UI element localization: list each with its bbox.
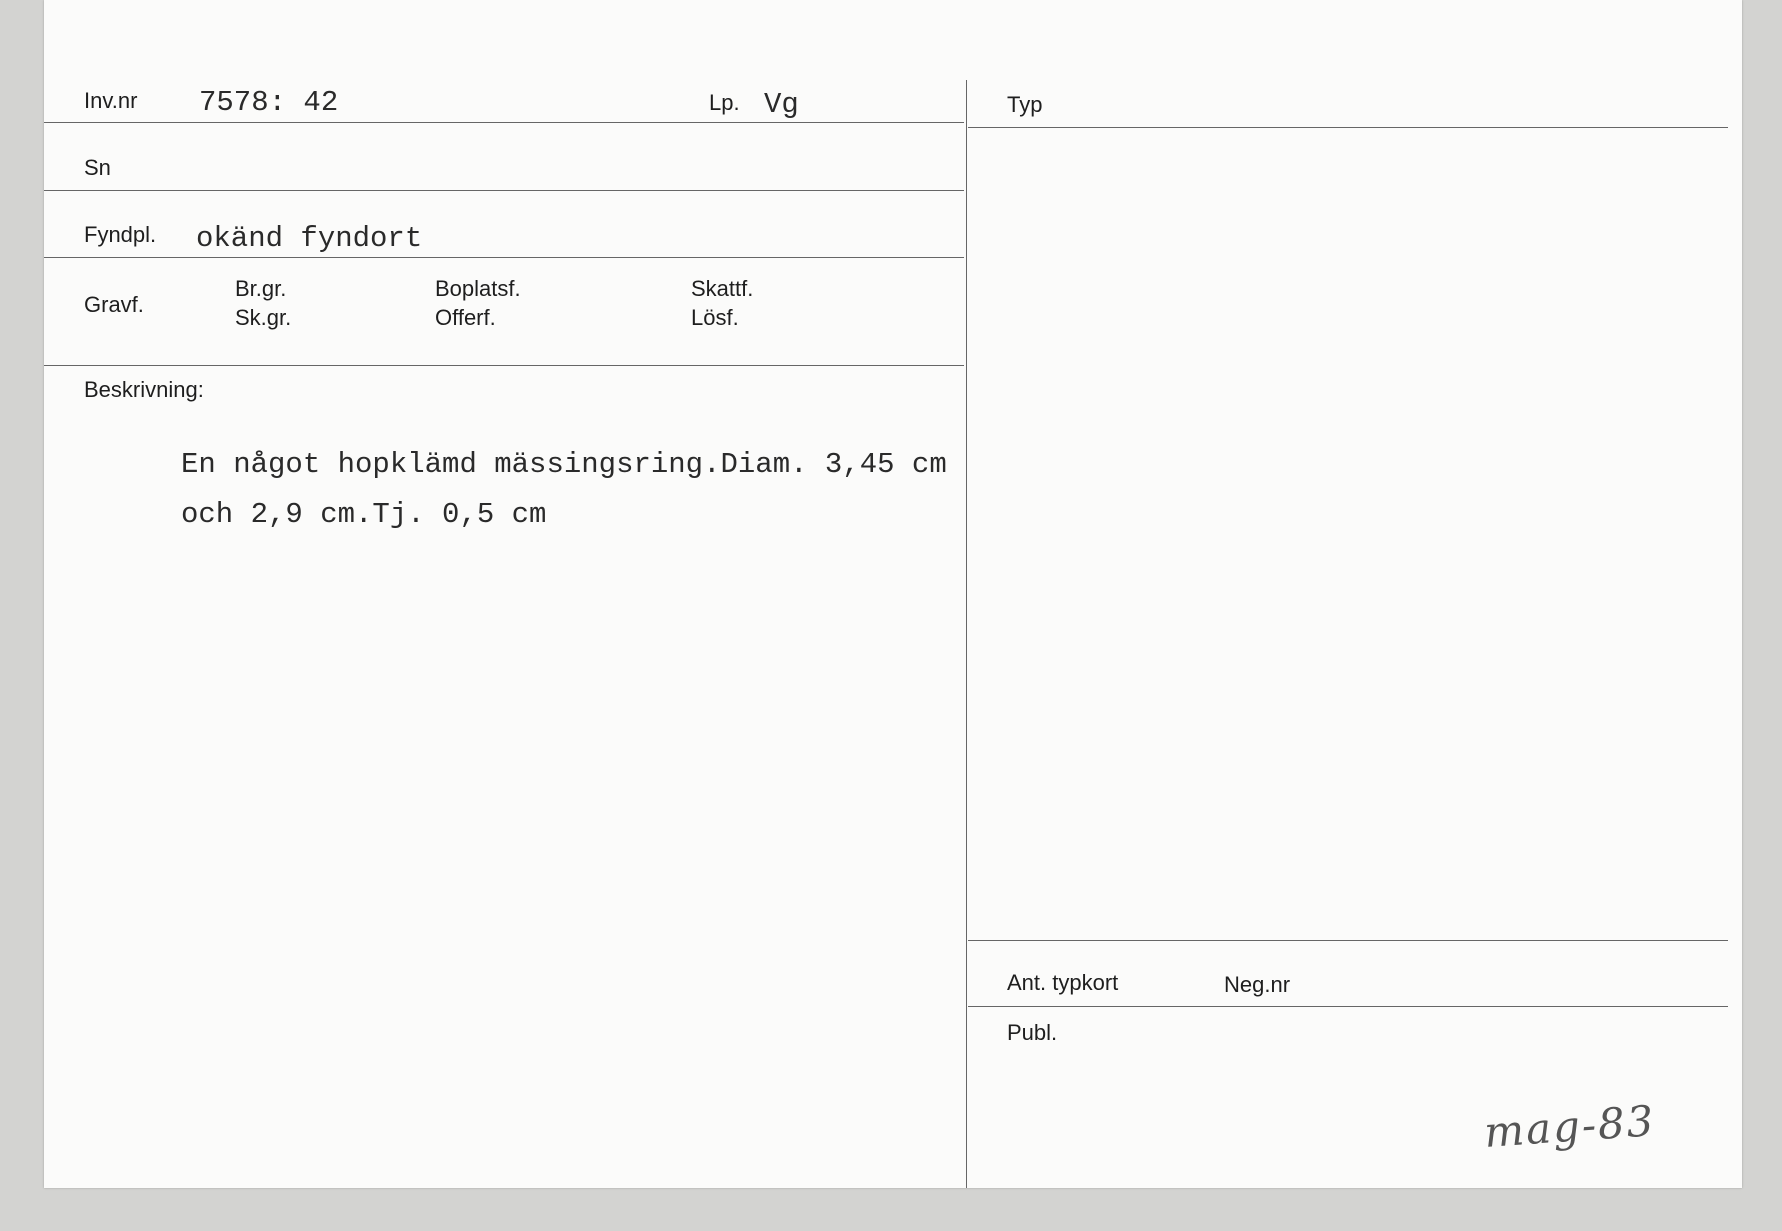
fyndpl-label: Fyndpl. [84, 222, 157, 247]
losf-label: Lösf. [691, 305, 739, 330]
offerf-label: Offerf. [435, 305, 496, 330]
skattf-label: Skattf. [691, 276, 754, 301]
fyndpl-value: okänd fyndort [196, 222, 423, 255]
divider-fyndpl [44, 257, 964, 258]
inv-value: 7578: 42 [199, 86, 339, 119]
brgr-label: Br.gr. [235, 276, 287, 301]
divider-gravf [44, 365, 964, 366]
lp-value: Vg [764, 88, 799, 121]
description-line: och 2,9 cm.Tj. 0,5 cm [181, 498, 547, 531]
inv-label: Inv.nr [84, 88, 138, 113]
lp-label: Lp. [709, 90, 740, 115]
ant-typkort-label: Ant. typkort [1007, 970, 1119, 995]
negnr-label: Neg.nr [1224, 972, 1291, 997]
gravf-label: Gravf. [84, 292, 144, 317]
handwritten-note: mag-83 [1482, 1096, 1657, 1157]
divider-sn [44, 190, 964, 191]
catalog-card [44, 0, 1742, 1188]
boplatsf-label: Boplatsf. [435, 276, 521, 301]
divider-ant-top [968, 940, 1728, 941]
description-line: En något hopklämd mässingsring.Diam. 3,45 cm [181, 448, 947, 481]
sn-label: Sn [84, 155, 111, 180]
description-text [181, 440, 947, 540]
divider-ant-bottom [968, 1006, 1728, 1007]
divider-typ [968, 127, 1728, 128]
publ-label: Publ. [1007, 1020, 1058, 1045]
beskrivning-label: Beskrivning: [84, 377, 204, 402]
divider-inv [44, 122, 964, 123]
column-divider [966, 80, 967, 1188]
typ-label: Typ [1007, 92, 1043, 117]
skgr-label: Sk.gr. [235, 305, 292, 330]
